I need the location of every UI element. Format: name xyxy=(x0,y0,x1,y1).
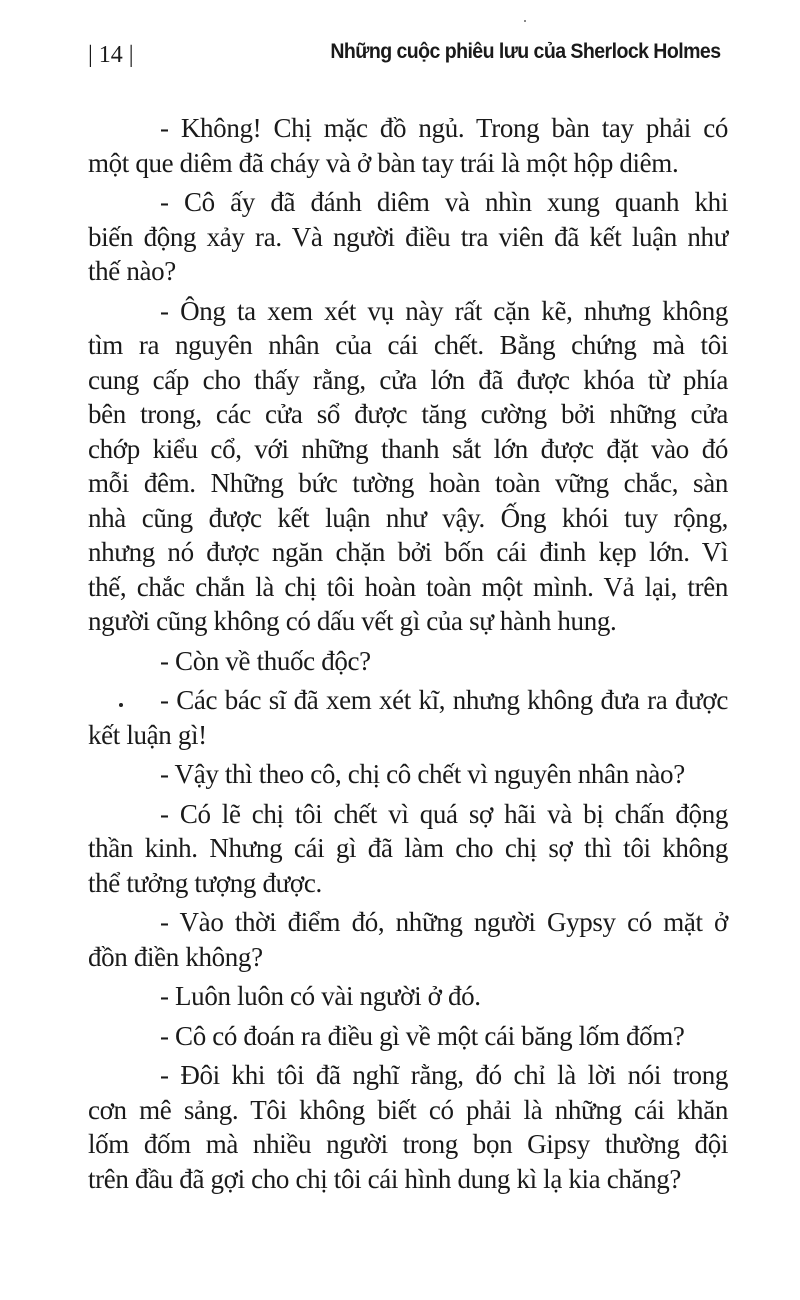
paragraph xyxy=(88,185,728,289)
text-line: lốm đốm mà nhiều người trong bọn Gipsy thường đội xyxy=(88,1129,728,1159)
text-line: - Vậy thì theo cô, chị cô chết vì nguyên nhân nào? xyxy=(160,759,685,789)
text-line: - Luôn luôn có vài người ở đó. xyxy=(160,981,481,1011)
paragraph xyxy=(88,644,728,679)
paragraph xyxy=(88,979,728,1014)
text-line: tìm ra nguyên nhân của cái chết. Bằng chứng mà tôi xyxy=(88,330,728,360)
text-line: người cũng không có dấu vết gì của sự hành hung. xyxy=(88,606,617,636)
text-line: mỗi đêm. Những bức tường hoàn toàn vững chắc, sàn xyxy=(88,468,728,498)
paragraph xyxy=(88,1058,728,1196)
text-line: kết luận gì! xyxy=(88,719,207,750)
paragraph xyxy=(88,294,728,639)
text-line: đồn điền không? xyxy=(88,941,263,972)
text-line: nhưng nó được ngăn chặn bởi bốn cái đinh kẹp lớn. Vì xyxy=(88,537,728,567)
text-line: trên đầu đã gợi cho chị tôi cái hình dung kì lạ kia chăng? xyxy=(88,1163,682,1194)
paragraph xyxy=(88,905,728,974)
text-line: - Đôi khi tôi đã nghĩ rằng, đó chỉ là lời nói trong xyxy=(160,1060,728,1090)
text-line: - Cô ấy đã đánh diêm và nhìn xung quanh khi xyxy=(160,187,728,217)
text-line: thần kinh. Nhưng cái gì đã làm cho chị sợ thì tôi không xyxy=(88,833,728,863)
text-line: - Cô có đoán ra điều gì về một cái băng lốm đốm? xyxy=(160,1020,685,1051)
text-line: - Vào thời điểm đó, những người Gypsy có mặt ở xyxy=(160,907,728,937)
page-number: | 14 | xyxy=(88,42,134,68)
paragraph xyxy=(88,1019,728,1054)
text-line: - Không! Chị mặc đồ ngủ. Trong bàn tay phải có xyxy=(160,113,728,143)
text-line: - Ông ta xem xét vụ này rất cặn kẽ, nhưng không xyxy=(160,295,728,326)
text-line: thế, chắc chắn là chị tôi hoàn toàn một mình. Vả lại, trên xyxy=(88,571,728,602)
text-line: biến động xảy ra. Và người điều tra viên đã kết luận như xyxy=(88,221,728,252)
paragraph xyxy=(88,797,728,901)
text-line: - Các bác sĩ đã xem xét kĩ, nhưng không đưa ra được xyxy=(160,685,728,715)
paragraph xyxy=(88,757,728,792)
text-line: - Có lẽ chị tôi chết vì quá sợ hãi và bị chấn động xyxy=(160,798,728,829)
text-line: một que diêm đã cháy và ở bàn tay trái là một hộp diêm. xyxy=(88,147,679,178)
running-title: Những cuộc phiêu lưu của Sherlock Holmes xyxy=(329,40,720,63)
text-line: cung cấp cho thấy rằng, cửa lớn đã được khóa từ phía xyxy=(88,364,728,395)
paragraph xyxy=(88,111,728,180)
text-line: cơn mê sảng. Tôi không biết có phải là những cái khăn xyxy=(88,1094,728,1125)
text-line: nhà cũng được kết luận như vậy. Ống khói tuy rộng, xyxy=(88,502,728,533)
text-line: thể tưởng tượng được. xyxy=(88,867,322,898)
text-line: bên trong, các cửa sổ được tăng cường bởi những cửa xyxy=(88,399,728,429)
scan-speck xyxy=(524,20,526,22)
text-line: - Còn về thuốc độc? xyxy=(160,645,371,676)
text-line: thế nào? xyxy=(88,256,176,286)
text-line: chớp kiểu cổ, với những thanh sắt lớn được đặt vào đó xyxy=(88,433,728,464)
page-header xyxy=(88,40,720,76)
body-text xyxy=(88,111,728,1201)
paragraph xyxy=(88,683,728,752)
